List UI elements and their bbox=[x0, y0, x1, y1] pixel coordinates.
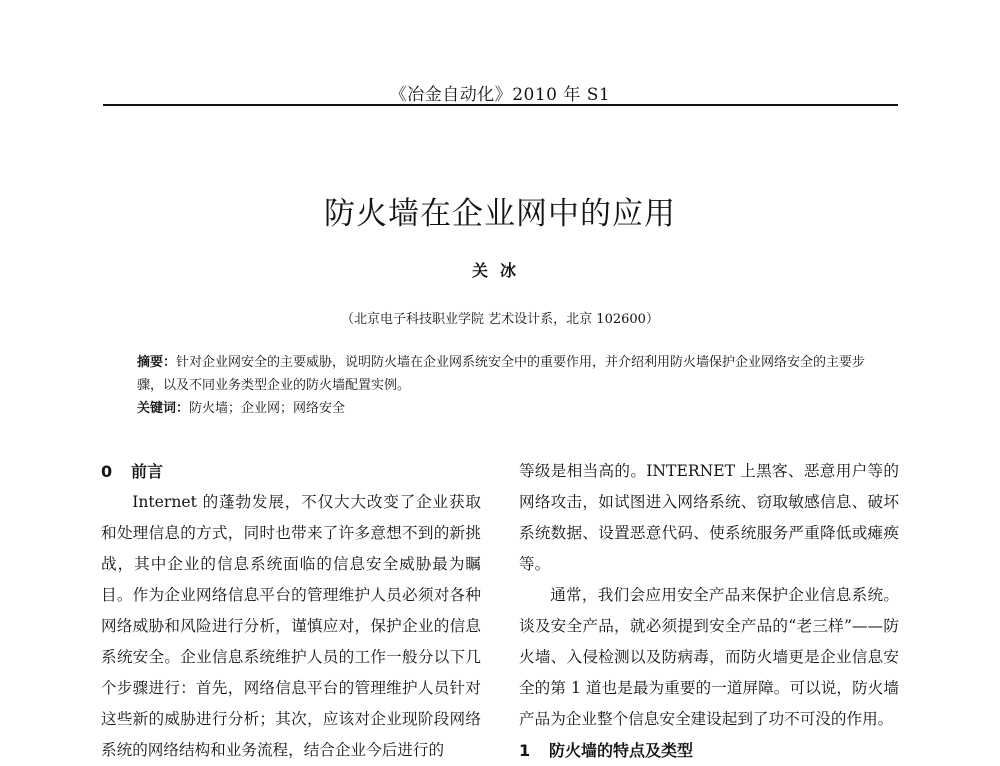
right-column bbox=[519, 456, 899, 766]
author-affiliation: （北京电子科技职业学院 艺术设计系，北京 102600） bbox=[341, 312, 659, 327]
section-0-number: 0 bbox=[101, 462, 113, 481]
paper-title: 防火墙在企业网中的应用 bbox=[324, 196, 676, 232]
abstract-block bbox=[137, 351, 877, 420]
header-rule bbox=[103, 104, 898, 106]
section-0-title: 前言 bbox=[131, 462, 164, 481]
left-column bbox=[101, 456, 481, 766]
journal-header: 《冶金自动化》2010 年 S1 bbox=[389, 85, 611, 105]
section-1-heading bbox=[519, 735, 899, 766]
right-paragraph-security-products: 通常，我们会应用安全产品来保护企业信息系统。谈及安全产品，就必须提到安全产品的“老三样”——防火墙、入侵检测以及防病毒，而防火墙更是企业信息安全的第 1 道也是最为重要的一道屏障。可以说，防火墙产品为企业整个信息安全建设起到了功不可没的作用。 bbox=[519, 586, 899, 728]
keywords-paragraph bbox=[137, 397, 877, 420]
keywords-text: 防火墙；企业网；网络安全 bbox=[189, 401, 346, 416]
keywords-label: 关键词： bbox=[137, 401, 190, 416]
abstract-paragraph bbox=[137, 351, 877, 397]
abstract-text: 针对企业网安全的主要威胁，说明防火墙在企业网系统安全中的重要作用，并介绍利用防火墙保护企业网络安全的主要步骤，以及不同业务类型企业的防火墙配置实例。 bbox=[137, 355, 866, 393]
right-paragraph-continuation: 等级是相当高的。INTERNET 上黑客、恶意用户等的网络攻击，如试图进入网络系统、窃取敏感信息、破坏系统数据、设置恶意代码、使系统服务严重降低或瘫痪等。 bbox=[519, 462, 899, 573]
section-1-number: 1 bbox=[519, 741, 531, 760]
intro-paragraph: Internet 的蓬勃发展，不仅大大改变了企业获取和处理信息的方式，同时也带来了许多意想不到的新挑战，其中企业的信息系统面临的信息安全威胁最为瞩目。作为企业网络信息平台的管理维护人员必须对各种网络威胁和风险进行分析，谨慎应对，保护企业的信息系统安全。企业信息系统维护人员的工作一般分以下几个步骤进行：首先，网络信息平台的管理维护人员针对这些新的威胁进行分析；其次，应该对企业现阶段网络系统的网络结构和业务流程，结合企业今后进行的 bbox=[101, 493, 481, 759]
section-1-title: 防火墙的特点及类型 bbox=[549, 741, 694, 760]
abstract-label: 摘要： bbox=[137, 355, 177, 370]
author-name: 关冰 bbox=[471, 261, 528, 280]
section-0-heading bbox=[101, 456, 481, 487]
